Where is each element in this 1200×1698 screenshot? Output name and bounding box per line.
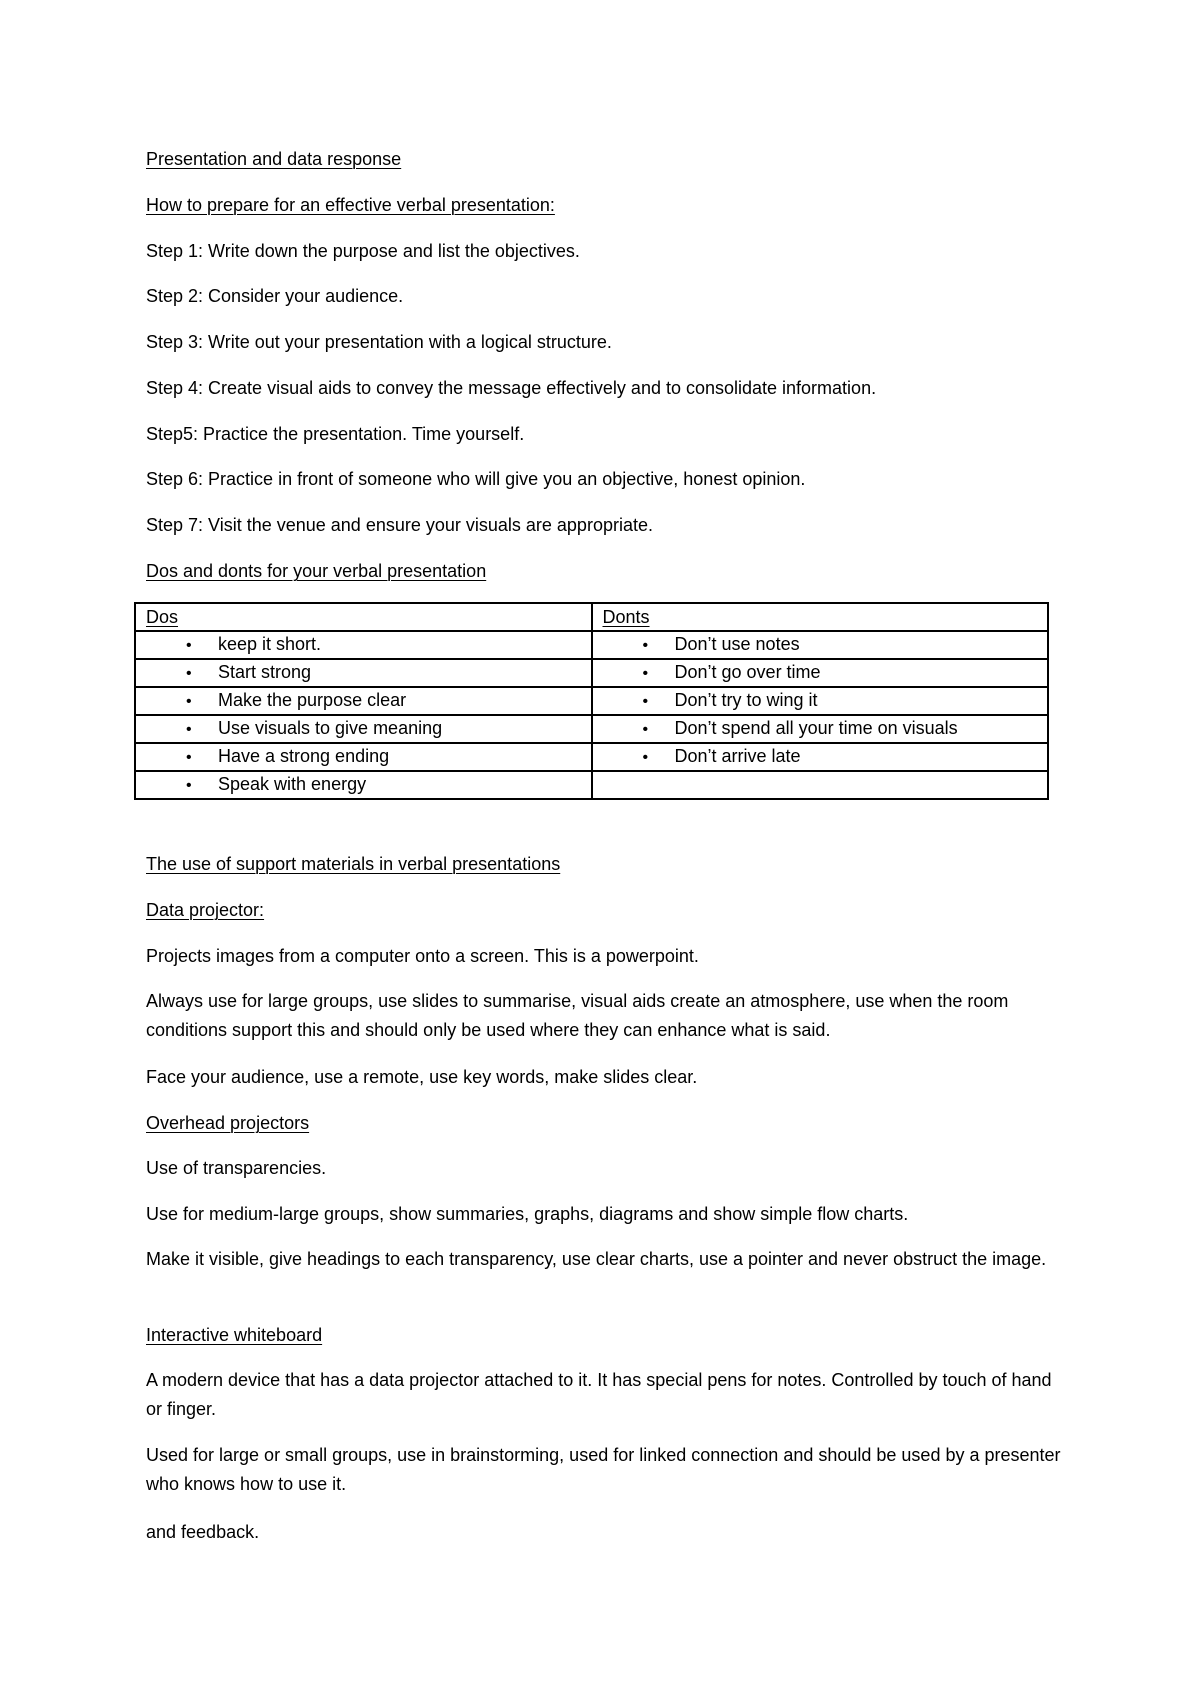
- step-item: Step 7: Visit the venue and ensure your visuals are appropriate.: [146, 515, 653, 535]
- dont-cell: • Don’t spend all your time on visuals: [592, 715, 1049, 743]
- bullet-icon: •: [186, 637, 192, 654]
- do-cell: • Have a strong ending: [135, 743, 592, 771]
- step-item: Step 2: Consider your audience.: [146, 286, 404, 306]
- bullet-icon: •: [642, 749, 649, 766]
- overhead-heading: Overhead projectors: [146, 1113, 310, 1133]
- step-item: Step 1: Write down the purpose and list the objectives.: [146, 241, 580, 261]
- table-row: [135, 771, 1048, 799]
- do-cell: • Start strong: [135, 659, 592, 687]
- bullet-icon: •: [186, 693, 192, 710]
- table-row: [135, 659, 1048, 687]
- step-item: Step 3: Write out your presentation with a logical structure.: [146, 332, 612, 352]
- table-row: [135, 687, 1048, 715]
- whiteboard-text: Used for large or small groups, use in brainstorming, used for linked connection and should be used by a presenter who knows how to use it.: [146, 1445, 1061, 1494]
- overhead-text: Use of transparencies.: [146, 1158, 327, 1178]
- bullet-icon: •: [186, 749, 192, 766]
- prepare-heading: How to prepare for an effective verbal presentation:: [146, 195, 555, 215]
- bullet-icon: •: [642, 693, 649, 710]
- table-header-row: [135, 603, 1048, 631]
- whiteboard-text: A modern device that has a data projector attached to it. It has special pens for notes. Controlled by touch of hand or finger.: [146, 1370, 1052, 1419]
- whiteboard-text: and feedback.: [146, 1522, 260, 1542]
- bullet-icon: •: [186, 665, 192, 682]
- overhead-text: Use for medium-large groups, show summaries, graphs, diagrams and show simple flow charts.: [146, 1204, 909, 1224]
- bullet-icon: •: [642, 721, 649, 738]
- dont-cell: • Don’t try to wing it: [592, 687, 1049, 715]
- document-title: Presentation and data response: [146, 149, 402, 169]
- dont-cell: • Don’t go over time: [592, 659, 1049, 687]
- donts-header: Donts: [592, 603, 1049, 631]
- step-item: Step 6: Practice in front of someone who will give you an objective, honest opinion.: [146, 469, 806, 489]
- table-row: [135, 631, 1048, 659]
- dont-cell: [592, 771, 1049, 799]
- bullet-icon: •: [642, 637, 649, 654]
- data-projector-text: Always use for large groups, use slides to summarise, visual aids create an atmosphere, use when the room conditions support this and should only be used where they can enhance what is said.: [146, 991, 1009, 1040]
- dont-cell: • Don’t arrive late: [592, 743, 1049, 771]
- support-heading: The use of support materials in verbal presentations: [146, 854, 561, 874]
- data-projector-heading: Data projector:: [146, 900, 265, 920]
- data-projector-text: Face your audience, use a remote, use key words, make slides clear.: [146, 1067, 698, 1087]
- do-cell: • Use visuals to give meaning: [135, 715, 592, 743]
- do-cell: • keep it short.: [135, 631, 592, 659]
- step-item: Step5: Practice the presentation. Time yourself.: [146, 424, 525, 444]
- dos-donts-table: [134, 602, 1049, 800]
- do-cell: • Make the purpose clear: [135, 687, 592, 715]
- dos-donts-heading: Dos and donts for your verbal presentation: [146, 561, 487, 581]
- dont-cell: • Don’t use notes: [592, 631, 1049, 659]
- bullet-icon: •: [642, 665, 649, 682]
- bullet-icon: •: [186, 777, 192, 794]
- bullet-icon: •: [186, 721, 192, 738]
- do-cell: • Speak with energy: [135, 771, 592, 799]
- data-projector-text: Projects images from a computer onto a screen. This is a powerpoint.: [146, 946, 699, 966]
- dos-header: Dos: [135, 603, 592, 631]
- table-row: [135, 715, 1048, 743]
- step-item: Step 4: Create visual aids to convey the message effectively and to consolidate information.: [146, 378, 877, 398]
- whiteboard-heading: Interactive whiteboard: [146, 1325, 323, 1345]
- overhead-text: Make it visible, give headings to each transparency, use clear charts, use a pointer and never obstruct the image.: [146, 1249, 1047, 1269]
- table-row: [135, 743, 1048, 771]
